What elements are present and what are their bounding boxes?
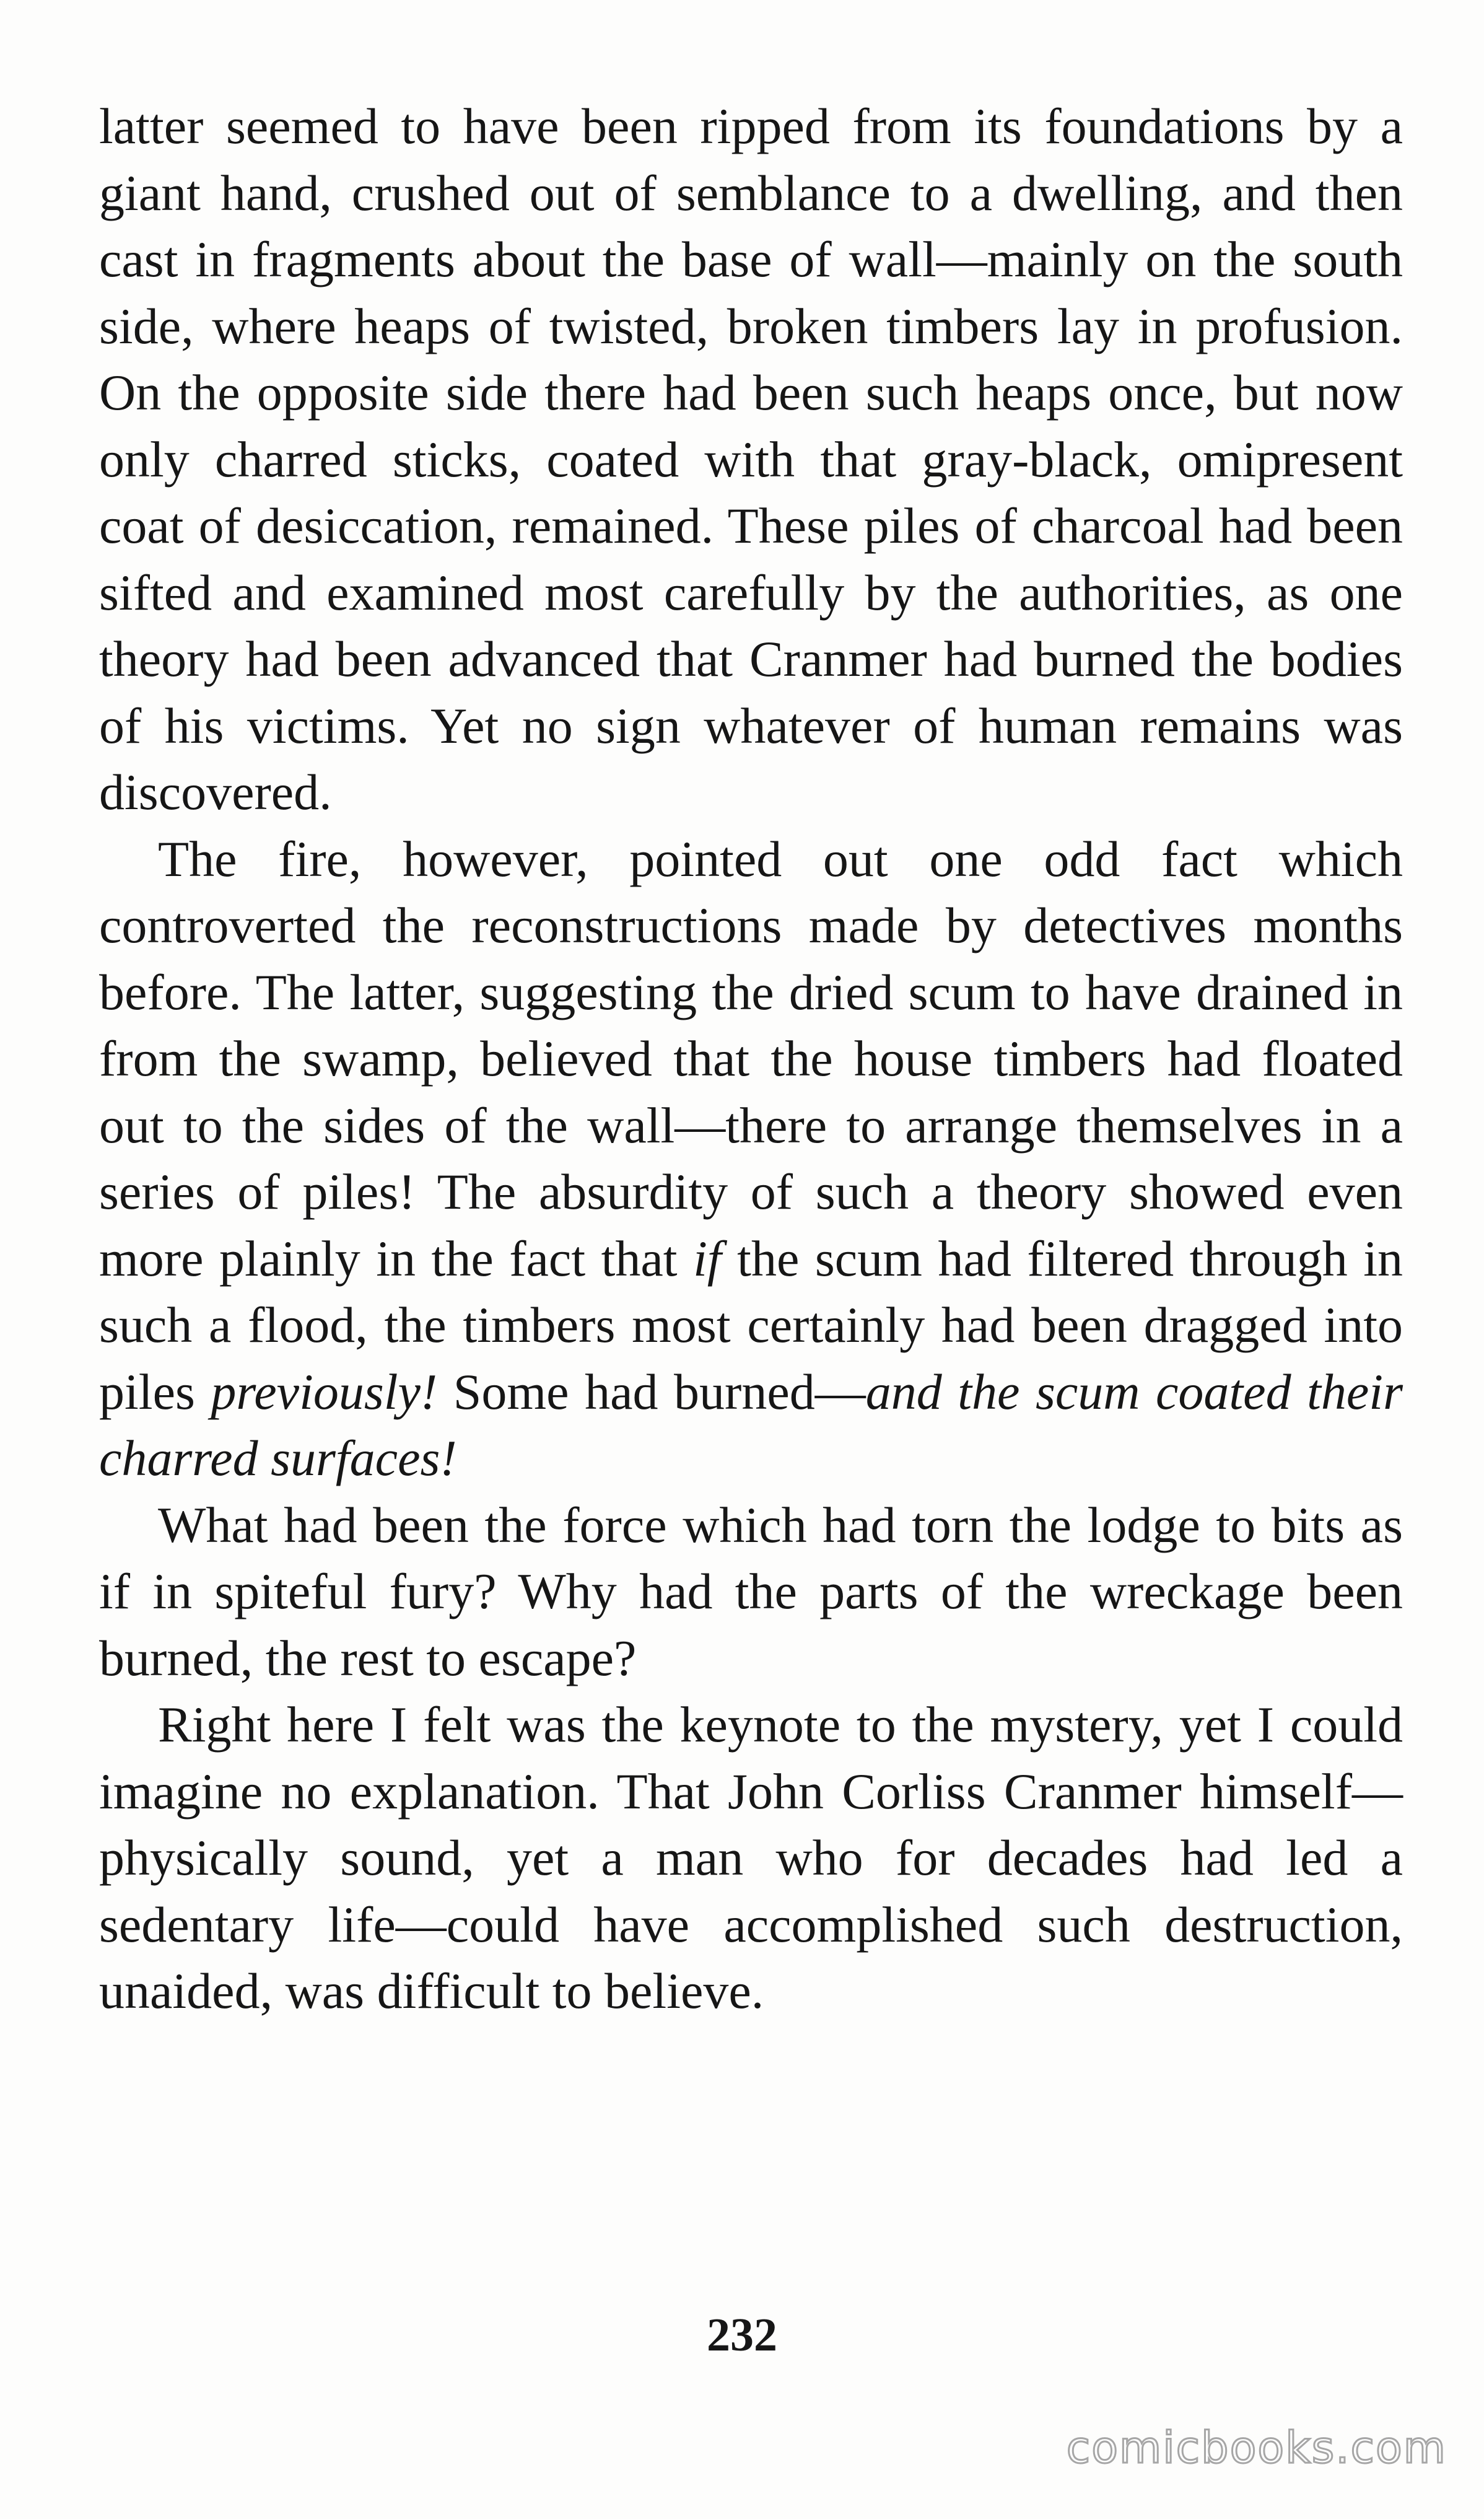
text-run: Some had burned— (437, 1363, 866, 1420)
text-run: Right here I felt was the keynote to the mystery, yet I could imagine no explanation. That John Corliss Cranmer himself—physically sound, yet a man who for decades had led a sedentary life—could have accomplished such destruction, unaided, was difficult to believe. (99, 1696, 1403, 2019)
italic-run: and the scum coated their charred surfaces! (99, 1363, 1403, 1486)
text-run: What had been the force which had torn the lodge to bits as if in spiteful fury? Why had the parts of the wreckage been burned, the rest to escape? (99, 1496, 1403, 1686)
text-run: The fire, however, pointed out one odd fact which controverted the reconstructions made by detectives months before. The latter, suggesting the dried scum to have drained in from the swamp, believed that the house timbers had floated out to the sides of the wall—there to arrange themselves in a series of piles! The absurdity of such a theory showed even more plainly in the fact that (99, 830, 1403, 1287)
page-number: 232 (707, 2309, 777, 2361)
paragraph-2 (99, 826, 1403, 1492)
text-run: the scum had filtered through in such a flood, the timbers most certainly had been dragged into piles (99, 1230, 1403, 1420)
body-text (99, 93, 1403, 2025)
paragraph-3 (99, 1492, 1403, 1692)
italic-run: previously! (211, 1363, 438, 1420)
text-run: latter seemed to have been ripped from its foundations by a giant hand, crushed out of semblance to a dwelling, and then cast in fragments about the base of wall—mainly on the south side, where heaps of twisted, broken timbers lay in profusion. On the opposite side there had been such heaps once, but now only charred sticks, coated with that gray-black, omipresent coat of desiccation, remained. These piles of charcoal had been sifted and examined most carefully by the authorities, as one theory had been advanced that Cranmer had burned the bodies of his victims. Yet no sign whatever of human remains was discovered. (99, 98, 1403, 820)
italic-run: if (693, 1230, 722, 1287)
paragraph-1 (99, 93, 1403, 826)
watermark: comicbooks.com (1066, 2422, 1447, 2473)
paragraph-4 (99, 1691, 1403, 2025)
